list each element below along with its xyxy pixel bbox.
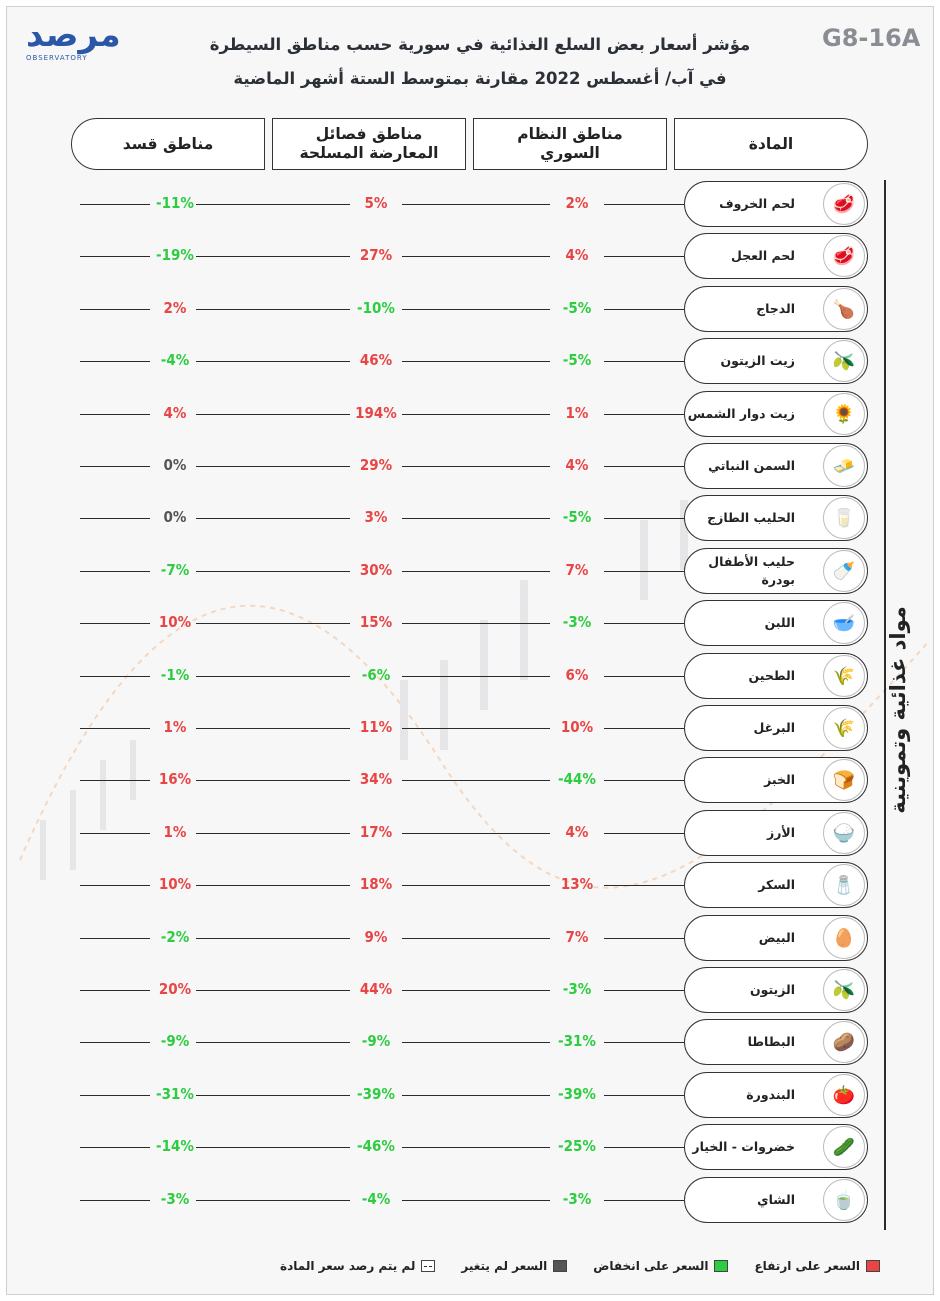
baby-milk-icon: 🍼: [823, 550, 865, 592]
cucumber-icon: 🥒: [823, 1126, 865, 1168]
row-connector-line: [196, 1095, 350, 1096]
value-sdf: -14%: [156, 1137, 194, 1155]
item-row-label: [684, 495, 868, 541]
row-connector-line: [604, 361, 684, 362]
olive-oil-icon: 🫒: [823, 340, 865, 382]
row-connector-line: [196, 1147, 350, 1148]
row-connector-line: [80, 885, 150, 886]
item-name: الشاي: [757, 1191, 795, 1207]
row-connector-line: [80, 414, 150, 415]
value-sdf: 0%: [163, 508, 187, 526]
item-row-label: [684, 181, 868, 227]
column-header-opposition: مناطق فصائل المعارضة المسلحة: [272, 118, 466, 170]
row-connector-line: [604, 780, 684, 781]
row-connector-line: [196, 256, 350, 257]
row-connector-line: [80, 361, 150, 362]
legend-unchanged: [461, 1259, 567, 1273]
row-connector-line: [402, 676, 550, 677]
legend-decrease-swatch: [714, 1260, 728, 1272]
row-connector-line: [604, 1200, 684, 1201]
row-connector-line: [196, 518, 350, 519]
row-connector-line: [402, 1200, 550, 1201]
row-connector-line: [80, 518, 150, 519]
row-connector-line: [402, 204, 550, 205]
value-sdf: -11%: [156, 194, 194, 212]
legend-not-tracked-label: لم يتم رصد سعر المادة: [280, 1259, 416, 1273]
value-opposition: 44%: [359, 980, 393, 998]
row-connector-line: [402, 728, 550, 729]
row-connector-line: [196, 676, 350, 677]
category-label-text: مواد غذائية وتموينية: [886, 606, 910, 814]
value-regime: 1%: [565, 404, 589, 422]
title-line-2: في آب/ أغسطس 2022 مقارنة بمتوسط الستة أشهر الماضية: [233, 69, 727, 88]
item-name: البطاطا: [747, 1033, 795, 1049]
value-opposition: 17%: [359, 823, 393, 841]
item-row-label: [684, 653, 868, 699]
item-name: الزيتون: [749, 981, 795, 997]
row-connector-line: [196, 990, 350, 991]
value-regime: -3%: [562, 1190, 592, 1208]
row-connector-line: [196, 204, 350, 205]
row-connector-line: [196, 466, 350, 467]
item-name: حليب الأطفال بودرة: [708, 553, 795, 587]
row-connector-line: [604, 938, 684, 939]
value-opposition: 30%: [359, 561, 393, 579]
item-row-label: [684, 1019, 868, 1065]
olives-icon: 🫒: [823, 969, 865, 1011]
item-name: الطحين: [748, 667, 795, 683]
value-opposition: 27%: [359, 246, 393, 264]
value-regime: -39%: [558, 1085, 596, 1103]
value-sdf: -2%: [160, 928, 190, 946]
row-connector-line: [80, 571, 150, 572]
item-row-label: [684, 967, 868, 1013]
tea-icon: 🍵: [823, 1179, 865, 1221]
row-connector-line: [604, 256, 684, 257]
legend-increase: [754, 1259, 880, 1273]
value-sdf: 0%: [163, 456, 187, 474]
chart-code: G8-16A: [822, 24, 921, 52]
row-connector-line: [402, 623, 550, 624]
row-connector-line: [80, 833, 150, 834]
legend-unchanged-swatch: [553, 1260, 567, 1272]
row-connector-line: [80, 676, 150, 677]
value-regime: -31%: [558, 1032, 596, 1050]
item-row-label: [684, 443, 868, 489]
item-row-label: [684, 548, 868, 594]
chicken-icon: 🍗: [823, 288, 865, 330]
legend-increase-swatch: [866, 1260, 880, 1272]
item-name: الخبز: [764, 771, 795, 787]
yogurt-icon: 🥣: [823, 602, 865, 644]
value-opposition: 15%: [359, 613, 393, 631]
row-connector-line: [402, 1042, 550, 1043]
item-name: لحم الخروف: [719, 195, 795, 211]
row-connector-line: [402, 518, 550, 519]
chart-title: [150, 28, 810, 96]
egg-icon: 🥚: [823, 917, 865, 959]
meat-icon: 🥩: [823, 183, 865, 225]
row-connector-line: [402, 466, 550, 467]
milk-icon: 🥛: [823, 497, 865, 539]
row-connector-line: [604, 309, 684, 310]
value-regime: 4%: [565, 246, 589, 264]
value-regime: 13%: [560, 875, 594, 893]
item-row-label: [684, 338, 868, 384]
value-regime: -5%: [562, 351, 592, 369]
row-connector-line: [80, 1095, 150, 1096]
row-connector-line: [196, 780, 350, 781]
value-regime: -3%: [562, 980, 592, 998]
row-connector-line: [402, 571, 550, 572]
item-name: الدجاج: [756, 300, 795, 316]
legend-not-tracked-swatch: [421, 1260, 435, 1272]
value-sdf: 4%: [163, 404, 187, 422]
row-connector-line: [80, 1200, 150, 1201]
item-row-label: [684, 862, 868, 908]
row-connector-line: [80, 204, 150, 205]
value-opposition: 11%: [359, 718, 393, 736]
title-line-1: مؤشر أسعار بعض السلع الغذائية في سورية حسب مناطق السيطرة: [209, 35, 751, 54]
value-regime: -5%: [562, 299, 592, 317]
bulgur-icon: 🌾: [823, 707, 865, 749]
row-connector-line: [604, 1042, 684, 1043]
value-sdf: 10%: [158, 875, 192, 893]
row-connector-line: [196, 1042, 350, 1043]
value-sdf: -7%: [160, 561, 190, 579]
row-connector-line: [604, 728, 684, 729]
value-opposition: 3%: [364, 508, 388, 526]
value-opposition: 194%: [355, 404, 397, 422]
row-connector-line: [80, 728, 150, 729]
row-connector-line: [196, 309, 350, 310]
value-opposition: 5%: [364, 194, 388, 212]
row-connector-line: [196, 361, 350, 362]
column-header-sdf: مناطق قسد: [71, 118, 265, 170]
legend-not-tracked: [280, 1259, 435, 1273]
item-row-label: [684, 1177, 868, 1223]
value-regime: -3%: [562, 613, 592, 631]
value-regime: -44%: [558, 770, 596, 788]
value-regime: 6%: [565, 666, 589, 684]
value-sdf: 16%: [158, 770, 192, 788]
row-connector-line: [196, 571, 350, 572]
value-sdf: 10%: [158, 613, 192, 631]
legend-decrease-label: السعر على انخفاض: [593, 1259, 709, 1273]
legend-unchanged-label: السعر لم يتغير: [461, 1259, 548, 1273]
value-opposition: 18%: [359, 875, 393, 893]
row-connector-line: [604, 414, 684, 415]
legend-decrease: [593, 1259, 728, 1273]
row-connector-line: [196, 1200, 350, 1201]
row-connector-line: [402, 885, 550, 886]
item-name: البندورة: [746, 1086, 795, 1102]
legend: [60, 1254, 880, 1278]
item-name: البرغل: [753, 719, 795, 735]
row-connector-line: [604, 204, 684, 205]
item-name: السكر: [758, 876, 795, 892]
rice-icon: 🍚: [823, 812, 865, 854]
value-sdf: -1%: [160, 666, 190, 684]
row-connector-line: [196, 885, 350, 886]
row-connector-line: [604, 1147, 684, 1148]
sunflower-oil-icon: 🌻: [823, 393, 865, 435]
value-sdf: 1%: [163, 823, 187, 841]
value-sdf: 1%: [163, 718, 187, 736]
flour-icon: 🌾: [823, 655, 865, 697]
row-connector-line: [402, 938, 550, 939]
column-header-item: المادة: [674, 118, 868, 170]
item-name: زيت دوار الشمس: [687, 405, 795, 421]
row-connector-line: [604, 571, 684, 572]
row-connector-line: [402, 256, 550, 257]
item-name: البيض: [758, 929, 795, 945]
item-row-label: [684, 757, 868, 803]
value-sdf: -3%: [160, 1190, 190, 1208]
row-connector-line: [402, 780, 550, 781]
row-connector-line: [196, 938, 350, 939]
value-opposition: 29%: [359, 456, 393, 474]
row-connector-line: [604, 623, 684, 624]
value-opposition: 34%: [359, 770, 393, 788]
row-connector-line: [402, 414, 550, 415]
value-sdf: 20%: [158, 980, 192, 998]
row-connector-line: [80, 938, 150, 939]
value-opposition: 46%: [359, 351, 393, 369]
sugar-icon: 🧂: [823, 864, 865, 906]
row-connector-line: [604, 466, 684, 467]
value-opposition: -9%: [361, 1032, 391, 1050]
value-opposition: -6%: [361, 666, 391, 684]
value-sdf: -31%: [156, 1085, 194, 1103]
item-row-label: [684, 1072, 868, 1118]
logo-subtext: OBSERVATORY: [26, 54, 88, 62]
value-sdf: -4%: [160, 351, 190, 369]
row-connector-line: [604, 1095, 684, 1096]
row-connector-line: [604, 833, 684, 834]
row-connector-line: [604, 885, 684, 886]
brand-logo: [26, 15, 121, 64]
item-name: السمن النباتي: [708, 457, 795, 473]
item-row-label: [684, 1124, 868, 1170]
row-connector-line: [80, 990, 150, 991]
potato-icon: 🥔: [823, 1021, 865, 1063]
value-regime: 10%: [560, 718, 594, 736]
item-row-label: [684, 391, 868, 437]
value-regime: -5%: [562, 508, 592, 526]
item-row-label: [684, 705, 868, 751]
row-connector-line: [80, 780, 150, 781]
row-connector-line: [402, 1147, 550, 1148]
row-connector-line: [402, 833, 550, 834]
item-name: لحم العجل: [730, 247, 795, 263]
item-name: الأرز: [767, 824, 795, 840]
legend-increase-label: السعر على ارتفاع: [754, 1259, 860, 1273]
row-connector-line: [80, 1147, 150, 1148]
value-opposition: 9%: [364, 928, 388, 946]
item-name: الحليب الطازج: [707, 509, 795, 525]
item-name: زيت الزيتون: [720, 352, 795, 368]
row-connector-line: [80, 256, 150, 257]
value-sdf: -9%: [160, 1032, 190, 1050]
item-row-label: [684, 810, 868, 856]
value-opposition: -39%: [357, 1085, 395, 1103]
value-opposition: -10%: [357, 299, 395, 317]
value-sdf: -19%: [156, 246, 194, 264]
value-regime: 4%: [565, 823, 589, 841]
row-connector-line: [402, 361, 550, 362]
row-connector-line: [196, 414, 350, 415]
row-connector-line: [196, 623, 350, 624]
column-header-regime: مناطق النظام السوري: [473, 118, 667, 170]
item-row-label: [684, 286, 868, 332]
value-opposition: -46%: [357, 1137, 395, 1155]
row-connector-line: [402, 990, 550, 991]
row-connector-line: [604, 990, 684, 991]
row-connector-line: [402, 1095, 550, 1096]
item-name: خضروات - الخيار: [692, 1138, 795, 1154]
row-connector-line: [80, 623, 150, 624]
category-label: [858, 560, 938, 860]
value-regime: 7%: [565, 928, 589, 946]
meat-icon: 🥩: [823, 235, 865, 277]
item-row-label: [684, 915, 868, 961]
row-connector-line: [80, 309, 150, 310]
row-connector-line: [402, 309, 550, 310]
row-connector-line: [196, 833, 350, 834]
item-name: اللبن: [764, 614, 795, 630]
tomato-icon: 🍅: [823, 1074, 865, 1116]
value-regime: 7%: [565, 561, 589, 579]
value-opposition: -4%: [361, 1190, 391, 1208]
value-regime: -25%: [558, 1137, 596, 1155]
row-connector-line: [604, 676, 684, 677]
value-regime: 2%: [565, 194, 589, 212]
bread-icon: 🍞: [823, 759, 865, 801]
item-row-label: [684, 233, 868, 279]
value-regime: 4%: [565, 456, 589, 474]
value-sdf: 2%: [163, 299, 187, 317]
row-connector-line: [80, 1042, 150, 1043]
logo-text: مرصد: [26, 15, 121, 55]
row-connector-line: [80, 466, 150, 467]
row-connector-line: [604, 518, 684, 519]
ghee-icon: 🧈: [823, 445, 865, 487]
row-connector-line: [196, 728, 350, 729]
item-row-label: [684, 600, 868, 646]
